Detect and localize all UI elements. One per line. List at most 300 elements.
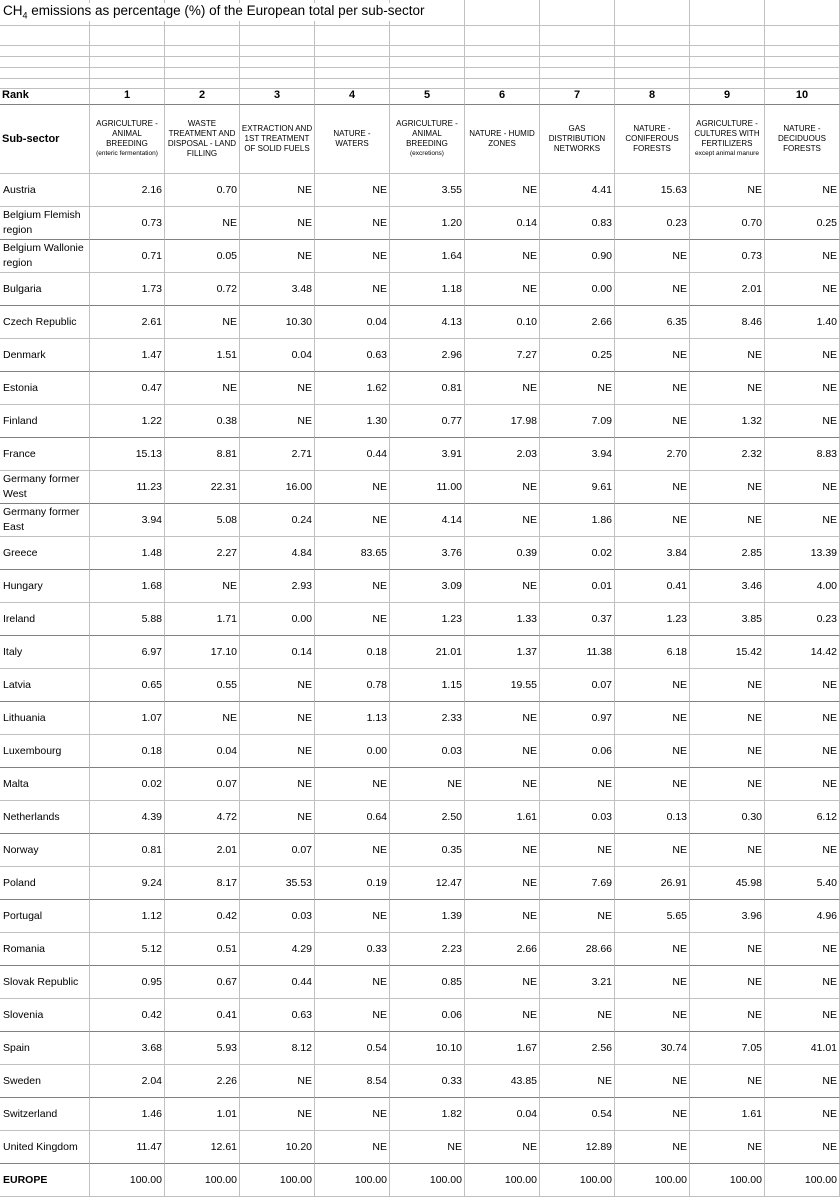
value-cell[interactable]: NE [615, 768, 690, 801]
value-cell[interactable]: 7.27 [465, 339, 540, 372]
value-cell[interactable]: NE [240, 240, 315, 273]
value-cell[interactable]: 0.00 [540, 273, 615, 306]
value-cell[interactable]: 2.61 [90, 306, 165, 339]
value-cell[interactable]: 1.39 [390, 900, 465, 933]
value-cell[interactable]: 5.88 [90, 603, 165, 636]
value-cell[interactable]: NE [690, 471, 765, 504]
grid-cell[interactable] [465, 26, 540, 46]
value-cell[interactable]: 0.54 [315, 1032, 390, 1065]
value-cell[interactable]: 26.91 [615, 867, 690, 900]
country-name[interactable]: Germany former East [0, 504, 90, 537]
value-cell[interactable]: NE [315, 768, 390, 801]
value-cell[interactable]: 3.21 [540, 966, 615, 999]
value-cell[interactable]: 1.15 [390, 669, 465, 702]
value-cell[interactable]: 0.54 [540, 1098, 615, 1131]
value-cell[interactable]: NE [390, 1131, 465, 1164]
europe-total-cell[interactable]: 100.00 [240, 1164, 315, 1197]
grid-cell[interactable] [315, 79, 390, 89]
grid-cell[interactable] [315, 46, 390, 57]
value-cell[interactable]: 4.84 [240, 537, 315, 570]
value-cell[interactable]: 0.63 [315, 339, 390, 372]
value-cell[interactable]: 30.74 [615, 1032, 690, 1065]
country-name[interactable]: Latvia [0, 669, 90, 702]
value-cell[interactable]: 1.61 [465, 801, 540, 834]
country-name[interactable]: Ireland [0, 603, 90, 636]
value-cell[interactable]: NE [465, 834, 540, 867]
value-cell[interactable]: 0.64 [315, 801, 390, 834]
europe-total-cell[interactable]: 100.00 [165, 1164, 240, 1197]
value-cell[interactable]: 2.23 [390, 933, 465, 966]
value-cell[interactable]: NE [165, 570, 240, 603]
value-cell[interactable]: 0.10 [465, 306, 540, 339]
value-cell[interactable]: NE [615, 339, 690, 372]
value-cell[interactable]: 15.42 [690, 636, 765, 669]
value-cell[interactable]: NE [465, 372, 540, 405]
value-cell[interactable]: 8.17 [165, 867, 240, 900]
value-cell[interactable]: NE [540, 372, 615, 405]
value-cell[interactable]: 7.09 [540, 405, 615, 438]
grid-cell[interactable] [315, 26, 390, 46]
value-cell[interactable]: NE [240, 768, 315, 801]
grid-cell[interactable] [240, 68, 315, 79]
value-cell[interactable]: 3.09 [390, 570, 465, 603]
value-cell[interactable]: 2.71 [240, 438, 315, 471]
value-cell[interactable]: 0.33 [390, 1065, 465, 1098]
value-cell[interactable]: NE [765, 1065, 840, 1098]
value-cell[interactable]: 0.70 [690, 207, 765, 240]
value-cell[interactable]: NE [465, 966, 540, 999]
grid-cell[interactable] [240, 46, 315, 57]
value-cell[interactable]: NE [465, 174, 540, 207]
value-cell[interactable]: 0.04 [315, 306, 390, 339]
europe-total-cell[interactable]: 100.00 [615, 1164, 690, 1197]
europe-total-cell[interactable]: 100.00 [315, 1164, 390, 1197]
value-cell[interactable]: 8.54 [315, 1065, 390, 1098]
value-cell[interactable]: NE [615, 471, 690, 504]
value-cell[interactable]: NE [765, 240, 840, 273]
value-cell[interactable]: 3.48 [240, 273, 315, 306]
country-name[interactable]: Bulgaria [0, 273, 90, 306]
value-cell[interactable]: 21.01 [390, 636, 465, 669]
value-cell[interactable]: NE [615, 372, 690, 405]
value-cell[interactable]: NE [240, 207, 315, 240]
country-name[interactable]: Portugal [0, 900, 90, 933]
value-cell[interactable]: 2.26 [165, 1065, 240, 1098]
value-cell[interactable]: 0.72 [165, 273, 240, 306]
grid-cell[interactable] [0, 46, 90, 57]
value-cell[interactable]: 1.22 [90, 405, 165, 438]
value-cell[interactable]: 0.30 [690, 801, 765, 834]
value-cell[interactable]: 0.55 [165, 669, 240, 702]
value-cell[interactable]: NE [540, 900, 615, 933]
value-cell[interactable]: 0.47 [90, 372, 165, 405]
value-cell[interactable]: 0.35 [390, 834, 465, 867]
value-cell[interactable]: 2.01 [690, 273, 765, 306]
value-cell[interactable]: NE [315, 471, 390, 504]
value-cell[interactable]: NE [765, 834, 840, 867]
europe-total-cell[interactable]: 100.00 [540, 1164, 615, 1197]
value-cell[interactable]: 3.84 [615, 537, 690, 570]
grid-cell[interactable] [390, 68, 465, 79]
value-cell[interactable]: 0.81 [390, 372, 465, 405]
grid-cell[interactable] [315, 68, 390, 79]
grid-cell[interactable] [615, 68, 690, 79]
value-cell[interactable]: 1.51 [165, 339, 240, 372]
value-cell[interactable]: NE [465, 867, 540, 900]
value-cell[interactable]: 2.50 [390, 801, 465, 834]
value-cell[interactable]: 2.01 [165, 834, 240, 867]
value-cell[interactable]: NE [690, 339, 765, 372]
value-cell[interactable]: 19.55 [465, 669, 540, 702]
value-cell[interactable]: 1.61 [690, 1098, 765, 1131]
value-cell[interactable]: 0.00 [315, 735, 390, 768]
value-cell[interactable]: 1.67 [465, 1032, 540, 1065]
grid-cell[interactable] [0, 68, 90, 79]
value-cell[interactable]: 12.89 [540, 1131, 615, 1164]
europe-total-cell[interactable]: 100.00 [690, 1164, 765, 1197]
value-cell[interactable]: 0.42 [165, 900, 240, 933]
value-cell[interactable]: NE [465, 471, 540, 504]
value-cell[interactable]: NE [465, 240, 540, 273]
value-cell[interactable]: NE [615, 669, 690, 702]
value-cell[interactable]: NE [240, 669, 315, 702]
value-cell[interactable]: 1.46 [90, 1098, 165, 1131]
value-cell[interactable]: 16.00 [240, 471, 315, 504]
value-cell[interactable]: NE [690, 174, 765, 207]
value-cell[interactable]: 1.13 [315, 702, 390, 735]
country-name[interactable]: Luxembourg [0, 735, 90, 768]
value-cell[interactable]: NE [615, 933, 690, 966]
value-cell[interactable]: NE [765, 702, 840, 735]
grid-cell[interactable] [540, 68, 615, 79]
value-cell[interactable]: NE [240, 372, 315, 405]
value-cell[interactable]: 2.04 [90, 1065, 165, 1098]
grid-cell[interactable] [540, 57, 615, 68]
value-cell[interactable]: NE [765, 999, 840, 1032]
value-cell[interactable]: NE [615, 834, 690, 867]
value-cell[interactable]: NE [240, 1065, 315, 1098]
value-cell[interactable]: 8.81 [165, 438, 240, 471]
value-cell[interactable]: 4.13 [390, 306, 465, 339]
value-cell[interactable]: 5.40 [765, 867, 840, 900]
value-cell[interactable]: 3.85 [690, 603, 765, 636]
value-cell[interactable]: 0.14 [465, 207, 540, 240]
country-name[interactable]: Lithuania [0, 702, 90, 735]
value-cell[interactable]: 0.18 [90, 735, 165, 768]
value-cell[interactable]: NE [690, 1065, 765, 1098]
value-cell[interactable]: 43.85 [465, 1065, 540, 1098]
value-cell[interactable]: 10.20 [240, 1131, 315, 1164]
value-cell[interactable]: 5.93 [165, 1032, 240, 1065]
value-cell[interactable]: 11.47 [90, 1131, 165, 1164]
value-cell[interactable]: 0.01 [540, 570, 615, 603]
grid-cell[interactable] [240, 57, 315, 68]
grid-cell[interactable] [390, 46, 465, 57]
value-cell[interactable]: 0.23 [615, 207, 690, 240]
grid-cell[interactable] [165, 46, 240, 57]
value-cell[interactable]: 4.72 [165, 801, 240, 834]
value-cell[interactable]: 7.69 [540, 867, 615, 900]
grid-cell[interactable] [165, 79, 240, 89]
grid-cell[interactable] [690, 26, 765, 46]
value-cell[interactable]: 1.48 [90, 537, 165, 570]
value-cell[interactable]: 5.12 [90, 933, 165, 966]
value-cell[interactable]: 83.65 [315, 537, 390, 570]
value-cell[interactable]: 2.70 [615, 438, 690, 471]
value-cell[interactable]: 0.00 [240, 603, 315, 636]
value-cell[interactable]: NE [165, 207, 240, 240]
value-cell[interactable]: 14.42 [765, 636, 840, 669]
value-cell[interactable]: NE [765, 471, 840, 504]
value-cell[interactable]: 0.85 [390, 966, 465, 999]
grid-cell[interactable] [615, 46, 690, 57]
value-cell[interactable]: 0.07 [540, 669, 615, 702]
value-cell[interactable]: 1.62 [315, 372, 390, 405]
value-cell[interactable]: 3.94 [540, 438, 615, 471]
value-cell[interactable]: NE [690, 966, 765, 999]
value-cell[interactable]: NE [690, 372, 765, 405]
grid-cell[interactable] [315, 57, 390, 68]
value-cell[interactable]: 1.82 [390, 1098, 465, 1131]
value-cell[interactable]: NE [240, 702, 315, 735]
value-cell[interactable]: NE [690, 999, 765, 1032]
value-cell[interactable]: 0.23 [765, 603, 840, 636]
value-cell[interactable]: 1.71 [165, 603, 240, 636]
grid-cell[interactable] [165, 68, 240, 79]
grid-cell[interactable] [465, 79, 540, 89]
value-cell[interactable]: 1.01 [165, 1098, 240, 1131]
value-cell[interactable]: NE [615, 1098, 690, 1131]
value-cell[interactable]: NE [615, 702, 690, 735]
value-cell[interactable]: NE [465, 900, 540, 933]
value-cell[interactable]: NE [465, 702, 540, 735]
grid-cell[interactable] [615, 0, 690, 26]
value-cell[interactable]: 8.83 [765, 438, 840, 471]
value-cell[interactable]: NE [465, 1131, 540, 1164]
value-cell[interactable]: 4.14 [390, 504, 465, 537]
grid-cell[interactable] [690, 79, 765, 89]
value-cell[interactable]: 0.06 [390, 999, 465, 1032]
value-cell[interactable]: NE [765, 933, 840, 966]
value-cell[interactable]: 0.14 [240, 636, 315, 669]
value-cell[interactable]: NE [315, 240, 390, 273]
value-cell[interactable]: NE [315, 504, 390, 537]
grid-cell[interactable] [765, 46, 840, 57]
value-cell[interactable]: NE [165, 372, 240, 405]
value-cell[interactable]: NE [315, 570, 390, 603]
value-cell[interactable]: 3.68 [90, 1032, 165, 1065]
value-cell[interactable]: NE [615, 273, 690, 306]
value-cell[interactable]: 0.73 [690, 240, 765, 273]
grid-cell[interactable] [465, 57, 540, 68]
value-cell[interactable]: 0.37 [540, 603, 615, 636]
value-cell[interactable]: 6.18 [615, 636, 690, 669]
value-cell[interactable]: NE [315, 1131, 390, 1164]
value-cell[interactable]: 4.29 [240, 933, 315, 966]
country-name[interactable]: Belgium Flemish region [0, 207, 90, 240]
value-cell[interactable]: NE [465, 735, 540, 768]
grid-cell[interactable] [690, 46, 765, 57]
value-cell[interactable]: NE [615, 966, 690, 999]
value-cell[interactable]: 0.67 [165, 966, 240, 999]
value-cell[interactable]: NE [165, 306, 240, 339]
value-cell[interactable]: 2.66 [465, 933, 540, 966]
europe-total-cell[interactable]: 100.00 [465, 1164, 540, 1197]
value-cell[interactable]: NE [240, 735, 315, 768]
value-cell[interactable]: 0.97 [540, 702, 615, 735]
value-cell[interactable]: NE [540, 1065, 615, 1098]
value-cell[interactable]: 0.05 [165, 240, 240, 273]
value-cell[interactable]: 2.56 [540, 1032, 615, 1065]
value-cell[interactable]: 2.33 [390, 702, 465, 735]
value-cell[interactable]: 45.98 [690, 867, 765, 900]
value-cell[interactable]: NE [765, 669, 840, 702]
grid-cell[interactable] [90, 46, 165, 57]
value-cell[interactable]: 8.12 [240, 1032, 315, 1065]
value-cell[interactable]: 2.16 [90, 174, 165, 207]
value-cell[interactable]: 12.47 [390, 867, 465, 900]
value-cell[interactable]: 10.30 [240, 306, 315, 339]
value-cell[interactable]: NE [315, 834, 390, 867]
value-cell[interactable]: 2.32 [690, 438, 765, 471]
country-name[interactable]: Czech Republic [0, 306, 90, 339]
value-cell[interactable]: 0.24 [240, 504, 315, 537]
value-cell[interactable]: NE [615, 999, 690, 1032]
value-cell[interactable]: 17.98 [465, 405, 540, 438]
value-cell[interactable]: 1.37 [465, 636, 540, 669]
value-cell[interactable]: 4.00 [765, 570, 840, 603]
value-cell[interactable]: 2.85 [690, 537, 765, 570]
value-cell[interactable]: NE [765, 735, 840, 768]
value-cell[interactable]: 2.03 [465, 438, 540, 471]
grid-cell[interactable] [0, 57, 90, 68]
value-cell[interactable]: 1.40 [765, 306, 840, 339]
value-cell[interactable]: 1.32 [690, 405, 765, 438]
value-cell[interactable]: 0.04 [165, 735, 240, 768]
grid-cell[interactable] [615, 79, 690, 89]
value-cell[interactable]: 11.38 [540, 636, 615, 669]
value-cell[interactable]: 10.10 [390, 1032, 465, 1065]
value-cell[interactable]: 9.61 [540, 471, 615, 504]
value-cell[interactable]: 0.38 [165, 405, 240, 438]
value-cell[interactable]: 4.41 [540, 174, 615, 207]
value-cell[interactable]: 6.97 [90, 636, 165, 669]
grid-cell[interactable] [765, 68, 840, 79]
value-cell[interactable]: NE [390, 768, 465, 801]
value-cell[interactable]: 17.10 [165, 636, 240, 669]
value-cell[interactable]: NE [465, 768, 540, 801]
value-cell[interactable]: NE [540, 834, 615, 867]
grid-cell[interactable] [390, 26, 465, 46]
country-name[interactable]: Germany former West [0, 471, 90, 504]
value-cell[interactable]: 1.64 [390, 240, 465, 273]
value-cell[interactable]: NE [315, 174, 390, 207]
value-cell[interactable]: 0.77 [390, 405, 465, 438]
grid-cell[interactable] [765, 57, 840, 68]
value-cell[interactable]: 0.70 [165, 174, 240, 207]
value-cell[interactable]: NE [765, 372, 840, 405]
grid-cell[interactable] [240, 26, 315, 46]
value-cell[interactable]: 0.44 [315, 438, 390, 471]
value-cell[interactable]: NE [615, 405, 690, 438]
value-cell[interactable]: 3.94 [90, 504, 165, 537]
value-cell[interactable]: 0.25 [765, 207, 840, 240]
value-cell[interactable]: NE [540, 768, 615, 801]
country-name[interactable]: Slovenia [0, 999, 90, 1032]
value-cell[interactable]: 13.39 [765, 537, 840, 570]
country-name[interactable]: Finland [0, 405, 90, 438]
value-cell[interactable]: 0.44 [240, 966, 315, 999]
country-name[interactable]: Denmark [0, 339, 90, 372]
value-cell[interactable]: 1.18 [390, 273, 465, 306]
value-cell[interactable]: NE [465, 504, 540, 537]
value-cell[interactable]: NE [165, 702, 240, 735]
value-cell[interactable]: NE [615, 735, 690, 768]
grid-cell[interactable] [165, 26, 240, 46]
value-cell[interactable]: NE [690, 768, 765, 801]
value-cell[interactable]: 2.27 [165, 537, 240, 570]
value-cell[interactable]: NE [690, 834, 765, 867]
value-cell[interactable]: 1.73 [90, 273, 165, 306]
value-cell[interactable]: 0.63 [240, 999, 315, 1032]
value-cell[interactable]: NE [315, 999, 390, 1032]
country-name[interactable]: Greece [0, 537, 90, 570]
country-name[interactable]: Austria [0, 174, 90, 207]
value-cell[interactable]: 3.91 [390, 438, 465, 471]
value-cell[interactable]: 4.39 [90, 801, 165, 834]
value-cell[interactable]: 3.46 [690, 570, 765, 603]
value-cell[interactable]: 0.42 [90, 999, 165, 1032]
grid-cell[interactable] [240, 79, 315, 89]
value-cell[interactable]: NE [315, 603, 390, 636]
value-cell[interactable]: NE [615, 240, 690, 273]
value-cell[interactable]: 0.06 [540, 735, 615, 768]
value-cell[interactable]: NE [690, 933, 765, 966]
grid-cell[interactable] [690, 68, 765, 79]
value-cell[interactable]: 0.19 [315, 867, 390, 900]
grid-cell[interactable] [690, 0, 765, 26]
value-cell[interactable]: 1.12 [90, 900, 165, 933]
value-cell[interactable]: NE [240, 174, 315, 207]
grid-cell[interactable] [90, 57, 165, 68]
value-cell[interactable]: NE [765, 966, 840, 999]
grid-cell[interactable] [540, 46, 615, 57]
grid-cell[interactable] [90, 79, 165, 89]
value-cell[interactable]: 0.81 [90, 834, 165, 867]
value-cell[interactable]: NE [765, 1131, 840, 1164]
value-cell[interactable]: 1.68 [90, 570, 165, 603]
value-cell[interactable]: 0.02 [540, 537, 615, 570]
value-cell[interactable]: 0.07 [165, 768, 240, 801]
value-cell[interactable]: 0.90 [540, 240, 615, 273]
value-cell[interactable]: 15.13 [90, 438, 165, 471]
value-cell[interactable]: 7.05 [690, 1032, 765, 1065]
grid-cell[interactable] [165, 57, 240, 68]
value-cell[interactable]: 9.24 [90, 867, 165, 900]
country-name[interactable]: Hungary [0, 570, 90, 603]
value-cell[interactable]: 0.41 [615, 570, 690, 603]
value-cell[interactable]: 11.00 [390, 471, 465, 504]
value-cell[interactable]: 11.23 [90, 471, 165, 504]
country-name[interactable]: Switzerland [0, 1098, 90, 1131]
value-cell[interactable]: 41.01 [765, 1032, 840, 1065]
value-cell[interactable]: NE [315, 1098, 390, 1131]
value-cell[interactable]: 12.61 [165, 1131, 240, 1164]
value-cell[interactable]: 0.13 [615, 801, 690, 834]
value-cell[interactable]: 8.46 [690, 306, 765, 339]
grid-cell[interactable] [615, 26, 690, 46]
value-cell[interactable]: 0.18 [315, 636, 390, 669]
